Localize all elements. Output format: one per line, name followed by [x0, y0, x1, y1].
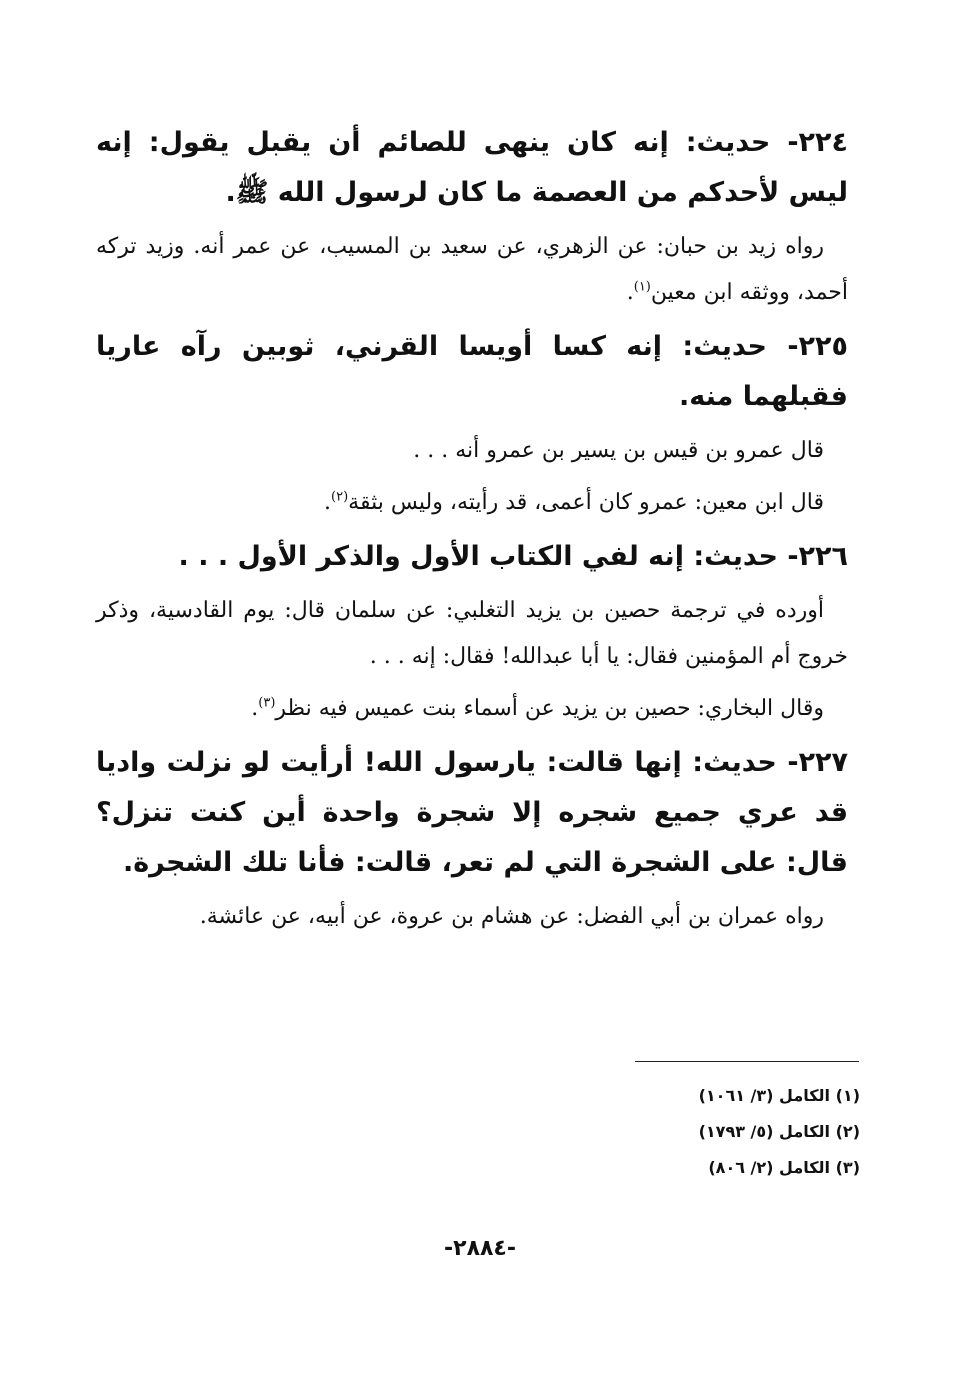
hadith-226: [96, 532, 848, 582]
note-text: قال عمرو بن قيس بن يسير بن عمرو أنه . . .: [413, 438, 824, 463]
page-number: -٢٨٨٤-: [444, 1236, 516, 1261]
hadith-text: إنها قالت: يارسول الله! أرأيت لو نزلت واديا قد عري جميع شجره إلا شجرة واحدة أين كنت تنزل؟ قال: على الشجرة التي لم تعر، قالت: فأنا تلك الشجرة.: [96, 747, 848, 878]
hadith-225-note-1: [96, 428, 848, 474]
footnote-divider: [635, 1061, 859, 1062]
note-text: أورده في ترجمة حصين بن يزيد التغلبي: عن سلمان قال: يوم القادسية، وذكر خروج أم المؤمنين فقال: يا أبا عبدالله! فقال: إنه . . .: [96, 598, 848, 669]
note-text: قال ابن معين: عمرو كان أعمى، قد رأيته، وليس بثقة: [348, 490, 824, 515]
hadith-226-note-2: [96, 686, 848, 732]
hadith-number: ٢٢٥- حديث:: [682, 331, 848, 362]
footnote-ref: (٣): [258, 695, 276, 711]
hadith-text: إنه كسا أويسا القرني، ثوبين رآه عاريا فقبلهما منه.: [96, 331, 848, 412]
hadith-224-note: [96, 224, 848, 316]
hadith-number: ٢٢٧- حديث:: [692, 747, 849, 778]
note-text: وقال البخاري: حصين بن يزيد عن أسماء بنت عميس فيه نظر: [275, 696, 824, 721]
hadith-226-note-1: [96, 588, 848, 680]
hadith-225-note-2: [96, 480, 848, 526]
main-text: [96, 118, 848, 946]
note-end: .: [251, 696, 259, 721]
note-end: .: [626, 280, 634, 305]
footnote-2: (٢) الكامل (٥/ ١٧٩٣): [698, 1122, 860, 1141]
hadith-224: [96, 118, 848, 218]
note-text: رواه زيد بن حبان: عن الزهري، عن سعيد بن المسيب، عن عمر أنه. وزيد تركه أحمد، ووثقه ابن معين: [96, 234, 848, 305]
hadith-227-note: [96, 894, 848, 940]
footnote-ref: (١): [633, 279, 651, 295]
footnote-3: (٣) الكامل (٢/ ٨٠٦): [708, 1158, 860, 1177]
hadith-text: إنه كان ينهى للصائم أن يقبل يقول: إنه ليس لأحدكم من العصمة ما كان لرسول الله ﷺ.: [96, 127, 848, 208]
note-end: .: [324, 490, 332, 515]
footnotes: [560, 1078, 860, 1186]
hadith-number: ٢٢٤- حديث:: [685, 127, 848, 158]
hadith-text: إنه لفي الكتاب الأول والذكر الأول . . .: [178, 541, 684, 572]
hadith-number: ٢٢٦- حديث:: [693, 541, 848, 572]
footnote-1: (١) الكامل (٣/ ١٠٦١): [698, 1086, 860, 1105]
hadith-227: [96, 738, 848, 888]
hadith-225: [96, 322, 848, 422]
footnote-ref: (٢): [331, 489, 349, 505]
note-text: رواه عمران بن أبي الفضل: عن هشام بن عروة، عن أبيه، عن عائشة.: [199, 904, 824, 929]
